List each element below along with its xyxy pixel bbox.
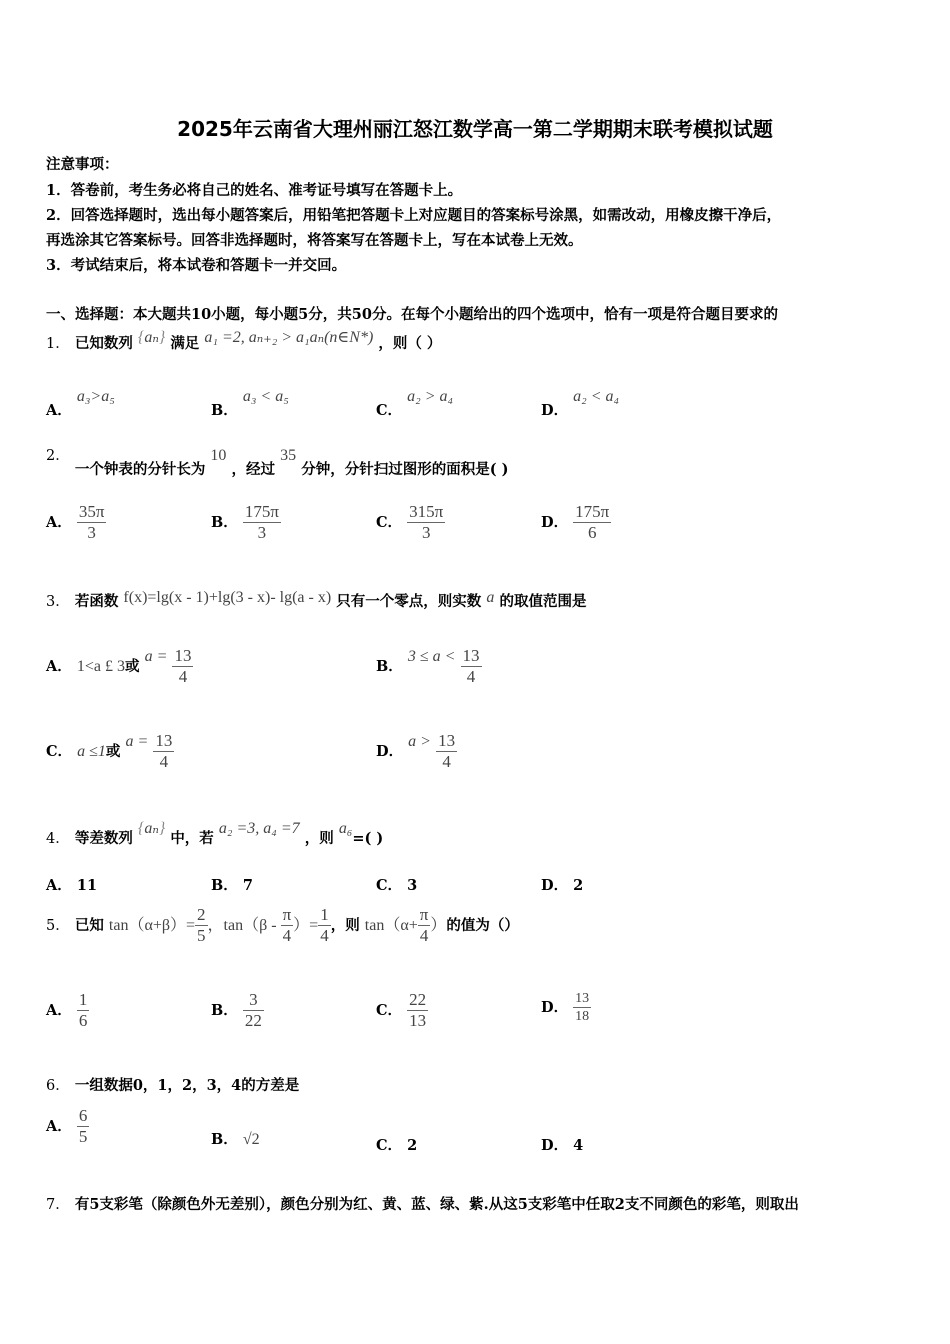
option-expr: a > [408,733,431,750]
question-text: 的取值范围是 [499,593,587,610]
option-value: 3 [407,877,418,894]
fraction-denominator: 3 [257,523,267,542]
question-number: 4． [46,831,70,847]
option-expr: 3 ≤ a < [407,648,456,665]
option-expr: a₃ < a₅ [242,388,289,405]
option-b[interactable] [211,502,281,543]
option-expr: √2 [242,1131,260,1148]
option-label: D． [376,743,404,760]
fraction-numerator: 315π [409,502,444,521]
fraction-numerator: π [282,905,292,924]
option-expr: a₂ > a₄ [407,388,454,405]
option-value: 7 [242,877,253,894]
question-6 [46,1074,299,1095]
option-label: B． [376,658,403,675]
fraction-numerator: 35π [78,502,105,521]
function-expr: f(x)=lg(x - 1)+lg(3 - x)- lg(a - x) [123,589,332,606]
option-b[interactable] [211,385,289,419]
question-text: 有5支彩笔（除颜色外无差别），颜色分别为红、黄、蓝、绿、紫.从这5支彩笔中任取2支不同颜色的彩笔，则取出 [74,1196,799,1213]
question-7 [46,1193,799,1214]
question-text: 的值为（） [446,917,519,934]
option-b[interactable] [211,990,264,1031]
fraction-numerator: 13 [438,731,456,750]
option-label: A． [46,514,72,531]
option-value: 4 [573,1137,584,1154]
fraction-denominator: 4 [442,752,451,771]
question-5 [46,905,519,946]
option-expr: a₂ < a₄ [573,388,620,405]
option-a[interactable] [46,990,89,1031]
option-a[interactable] [46,874,97,895]
question-4: 4． 等差数列 {aₙ} 中，若 a₂ =3, a₄ =7 ，则 a₆=( ) [46,820,384,847]
fraction-denominator: 4 [466,667,476,686]
question-text: 已知 [74,917,104,934]
option-label: C． [376,1137,403,1154]
fraction-numerator: 1 [320,905,329,924]
notice-item: 3．考试结束后，将本试卷和答题卡一并交回。 [46,257,347,274]
question-text: 已知数列 [74,335,133,352]
notice-item: 2．回答选择题时，选出每小题答案后，用铅笔把答题卡上对应题目的答案标号涂黑，如需改动，用橡皮擦干净后， [46,207,782,224]
option-label: A． [46,658,72,675]
option-c[interactable] [376,990,428,1031]
option-c[interactable] [376,874,417,895]
fraction-denominator: 5 [78,1127,88,1146]
option-d[interactable] [541,1134,583,1155]
fraction-numerator: 22 [409,990,427,1009]
question-text: =( ) [352,830,384,847]
option-label: C． [46,743,73,760]
option-label: B． [211,877,238,894]
fraction-numerator: 3 [243,990,264,1011]
option-expr: a ≤1 [77,743,106,760]
question-number: 2． [46,448,70,464]
option-c[interactable] [376,385,454,419]
question-text: ，则 [330,917,360,934]
fraction-denominator: 3 [421,523,431,542]
fraction-denominator: 4 [419,926,429,945]
notice-heading: 注意事项： [46,156,119,173]
question-text: 中，若 [170,830,214,847]
length-value: 10 [210,447,227,464]
question-number: 7． [46,1197,70,1213]
question-2 [46,444,509,478]
fraction-denominator: 4 [159,752,169,771]
option-a[interactable] [46,646,193,687]
math-expr: tan（α+ [364,917,418,934]
question-text: 等差数列 [74,830,133,847]
option-label: C． [376,877,403,894]
fraction-numerator: 13 [155,731,173,750]
option-label: D． [541,514,569,531]
fraction-numerator: 175π [244,502,279,521]
option-expr: a₃>a₅ [76,388,115,405]
question-number: 5． [46,918,70,934]
question-number: 1． [46,336,70,352]
option-a[interactable] [46,385,115,419]
option-expr: a = [144,648,168,665]
fraction-numerator: 175π [575,502,610,521]
option-label: A． [46,877,72,894]
fraction-denominator: 4 [320,926,329,945]
option-label: B． [211,1002,238,1019]
option-c[interactable] [46,731,174,772]
fraction-denominator: 6 [587,523,597,542]
option-expr: 1<a £ 3 [76,658,125,675]
sequence-symbol: aₙ [144,329,159,346]
condition-expr: a₂ =3, a₄ =7 [218,820,300,837]
math-expr: ）= [293,917,319,934]
option-label: C． [376,514,403,531]
option-c[interactable] [376,1134,417,1155]
fraction-numerator: 13 [462,646,480,665]
question-text: 满足 [170,335,200,352]
question-number: 3． [46,594,70,610]
math-expr: tan（α+β）= [108,917,196,934]
option-label: B． [211,514,238,531]
notice-item: 1．答卷前，考生务必将自己的姓名、准考证号填写在答题卡上。 [46,182,463,199]
option-text: 或 [124,658,140,675]
option-label: A． [46,1118,72,1135]
question-text: 一组数据0，1，2，3，4的方差是 [74,1077,300,1094]
fraction-numerator: 6 [78,1106,88,1125]
option-a[interactable] [46,1106,89,1147]
question-text: ，经过 [231,461,276,478]
fraction-denominator: 5 [197,926,206,945]
fraction-numerator: 13 [174,646,192,665]
option-d[interactable] [541,502,611,543]
option-d[interactable] [376,731,457,772]
condition-expr: a₁ =2, aₙ₊₂ > a₁aₙ(n∈N*) [204,329,374,346]
question-text: 只有一个零点，则实数 [336,593,482,610]
fraction-numerator: 1 [78,990,88,1009]
fraction-numerator: 2 [197,905,206,924]
notice-item: 再选涂其它答案标号。回答非选择题时，将答案写在答题卡上，写在本试卷上无效。 [46,232,583,249]
minutes-value: 35 [280,447,297,464]
option-label: A． [46,1002,72,1019]
variable-symbol: a [486,589,495,606]
option-value: 11 [76,877,98,894]
option-value: 2 [407,1137,418,1154]
option-text: 或 [105,743,121,760]
option-label: C． [376,1002,403,1019]
fraction-denominator: 22 [244,1011,262,1030]
sequence-symbol: aₙ [144,820,159,837]
option-b[interactable] [211,1128,260,1149]
math-expr: ） [430,917,447,934]
option-label: D． [541,1137,569,1154]
option-label: B． [211,402,238,419]
option-b[interactable] [376,646,482,687]
question-text: ，则 [304,830,334,847]
option-label: A． [46,402,72,419]
target-term: a₆ [338,820,353,837]
option-b[interactable] [211,874,253,895]
question-1: 1． 已知数列 {aₙ} 满足 a₁ =2, aₙ₊₂ > a₁aₙ(n∈N*) ，则（ ） [46,329,442,352]
fraction-denominator: 3 [87,523,96,542]
fraction-denominator: 13 [409,1011,427,1030]
section-heading: 一、选择题：本大题共10小题，每小题5分，共50分。在每个小题给出的四个选项中，恰有一项是符合题目要求的 [46,306,778,323]
fraction-denominator: 4 [282,926,292,945]
question-3 [46,590,586,611]
math-expr: ，tan（β - [207,917,281,934]
option-expr: a = [125,733,149,750]
option-label: D． [541,999,569,1016]
fraction-denominator: 18 [575,1009,590,1024]
option-label: D． [541,402,569,419]
fraction-numerator: 13 [575,991,590,1006]
option-value: 2 [573,877,584,894]
option-d[interactable] [541,385,620,419]
option-d[interactable] [541,990,591,1025]
question-text: 一个钟表的分针长为 [74,461,206,478]
question-text: 分钟，分针扫过图形的面积是( ) [301,461,509,478]
option-label: D． [541,877,569,894]
option-c[interactable] [376,502,445,543]
question-text: 若函数 [74,593,119,610]
fraction-denominator: 6 [78,1011,88,1030]
option-a[interactable] [46,502,106,543]
fraction-numerator: π [419,905,429,924]
option-label: B． [211,1131,238,1148]
option-label: C． [376,402,403,419]
question-number: 6． [46,1078,70,1094]
question-text: ，则（ ） [378,335,442,352]
option-d[interactable] [541,874,583,895]
page-title: 2025年云南省大理州丽江怒江数学高一第二学期期末联考模拟试题 [177,117,773,141]
fraction-denominator: 4 [172,666,193,687]
